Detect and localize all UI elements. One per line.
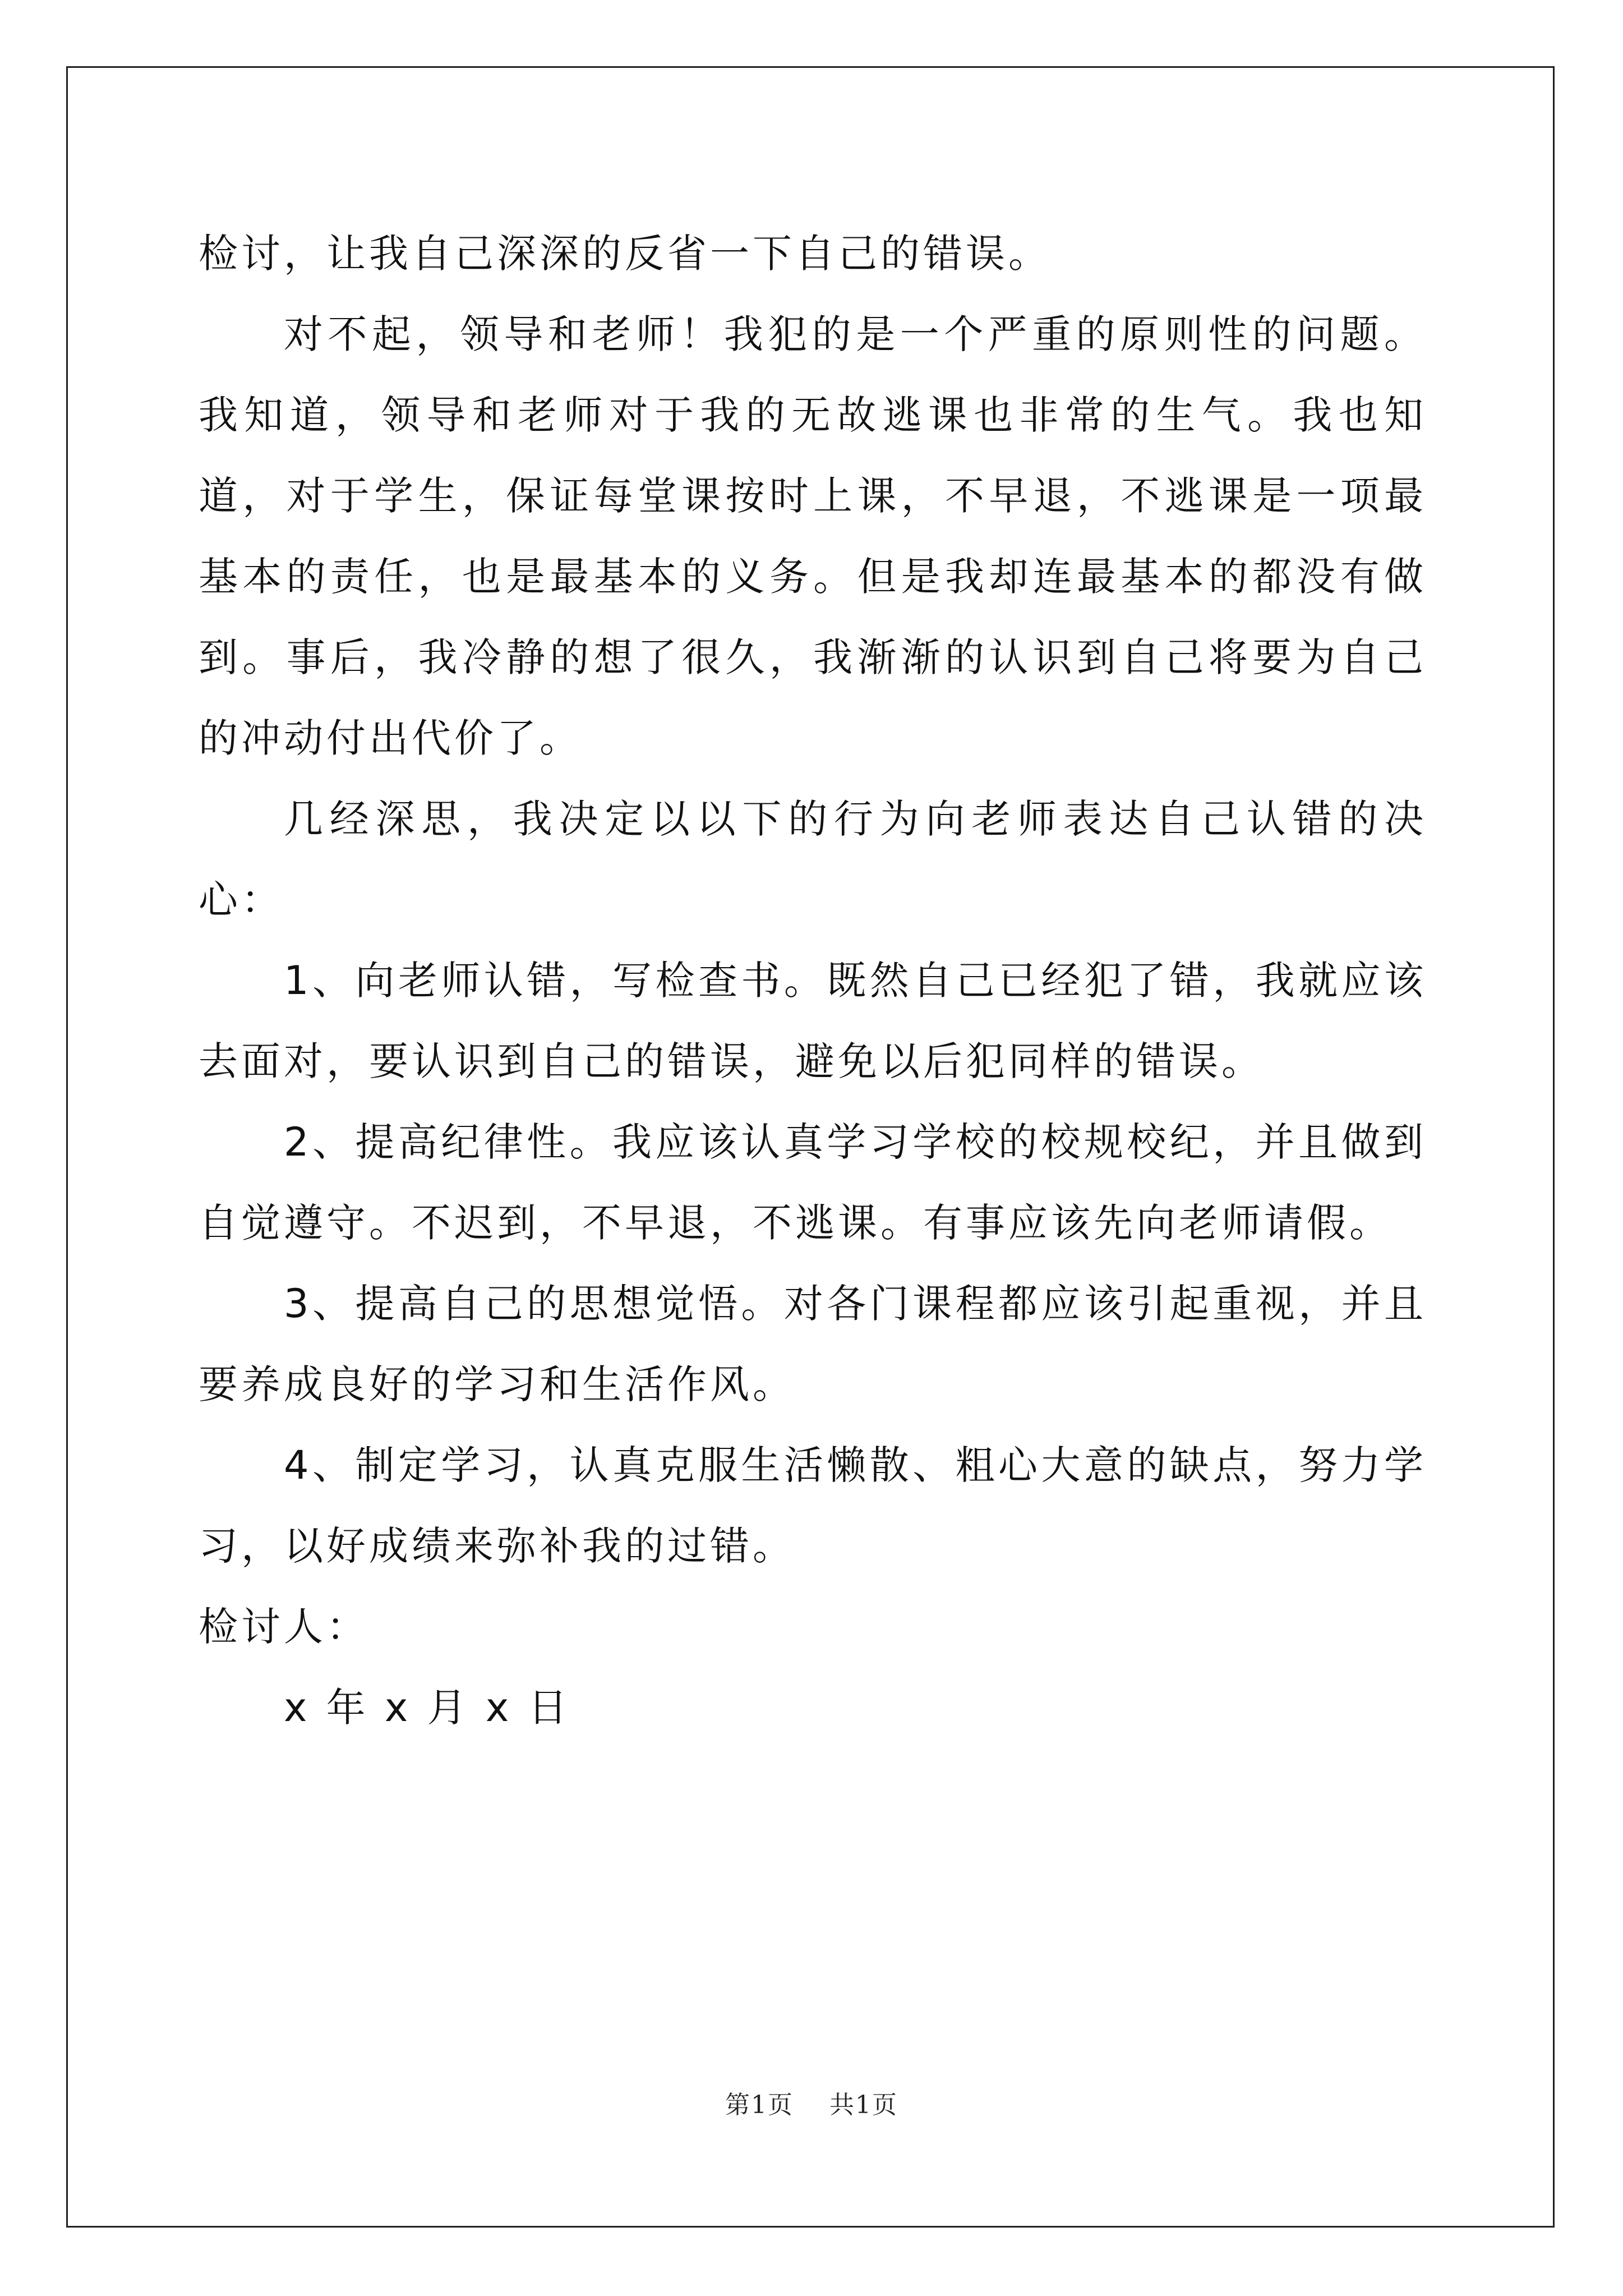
page-footer xyxy=(0,2085,1623,2120)
paragraph-point-1: 1、向老师认错，写检查书。既然自己已经犯了错，我就应该去面对，要认识到自己的错误，避免以后犯同样的错误。 xyxy=(199,958,1427,1084)
paragraph-apology: 对不起，领导和老师！我犯的是一个严重的原则性的问题。我知道，领导和老师对于我的无故逃课也非常的生气。我也知道，对于学生，保证每堂课按时上课，不早退，不逃课是一项最基本的责任，也是最基本的义务。但是我却连最基本的都没有做到。事后，我冷静的想了很久，我渐渐的认识到自己将要为自己的冲动付出代价了。 xyxy=(199,311,1427,761)
paragraph-point-2: 2、提高纪律性。我应该认真学习学校的校规校纪，并且做到自觉遵守。不迟到，不早退，不逃课。有事应该先向老师请假。 xyxy=(199,1119,1427,1246)
page-number-total: 共1页 xyxy=(829,2091,898,2119)
page-number-current: 第1页 xyxy=(725,2091,794,2119)
paragraph-resolution-intro: 几经深思，我决定以以下的行为向老师表达自己认错的决心： xyxy=(199,796,1427,923)
paragraph-point-4: 4、制定学习，认真克服生活懒散、粗心大意的缺点，努力学习，以好成绩来弥补我的过错。 xyxy=(199,1442,1427,1569)
paragraph-opening: 检讨，让我自己深深的反省一下自己的错误。 xyxy=(199,231,1051,277)
paragraph-point-3: 3、提高自己的思想觉悟。对各门课程都应该引起重视，并且要养成良好的学习和生活作风。 xyxy=(199,1281,1427,1407)
document-body xyxy=(199,213,1427,1748)
signature-label: 检讨人： xyxy=(199,1604,369,1650)
date-line: x 年 x 月 x 日 xyxy=(284,1685,571,1731)
